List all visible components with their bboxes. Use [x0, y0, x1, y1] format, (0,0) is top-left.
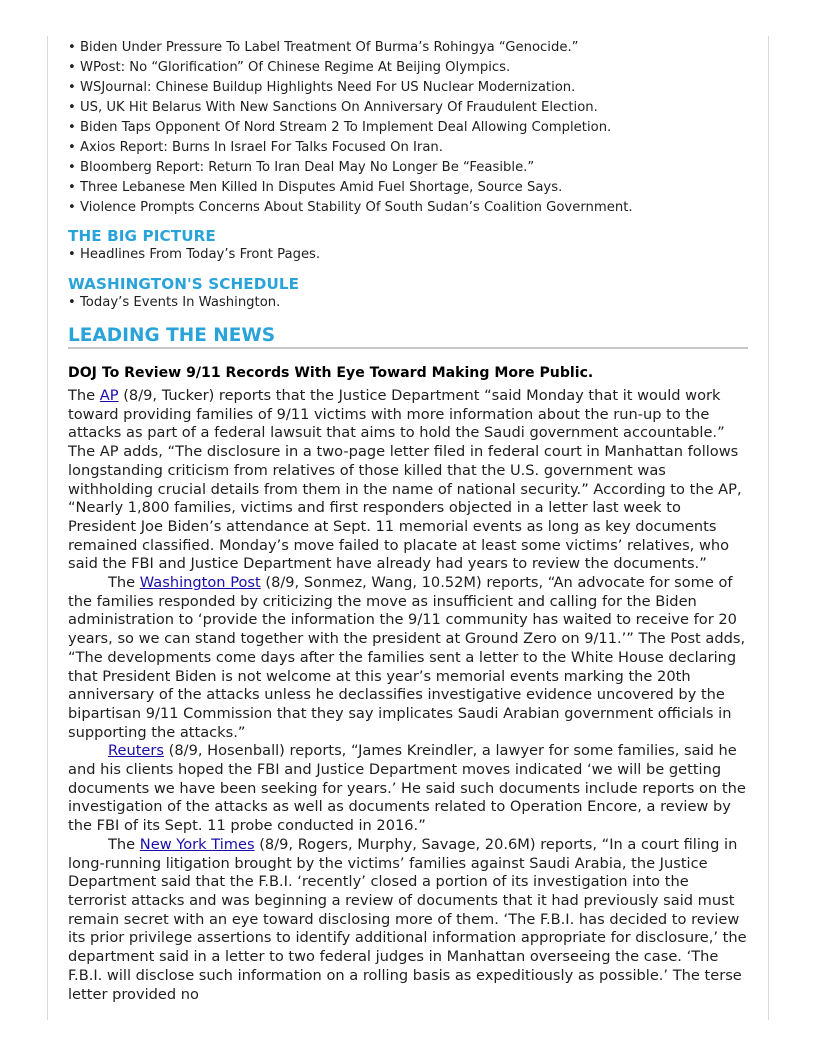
source-link-ap[interactable]: AP: [99, 387, 119, 404]
article-paragraph: [68, 836, 748, 1004]
schedule-heading: WASHINGTON'S SCHEDULE: [68, 275, 300, 293]
big-picture-item[interactable]: • Headlines From Today’s Front Pages.: [68, 245, 748, 265]
left-border: [47, 36, 48, 1020]
article-paragraph: [68, 574, 748, 742]
headline-item[interactable]: • US, UK Hit Belarus With New Sanctions On Anniversary Of Fraudulent Election.: [68, 98, 748, 118]
schedule-list: [68, 293, 748, 313]
headline-item[interactable]: • Biden Taps Opponent Of Nord Stream 2 To Implement Deal Allowing Completion.: [68, 118, 748, 138]
headline-item[interactable]: • Three Lebanese Men Killed In Disputes Amid Fuel Shortage, Source Says.: [68, 178, 748, 198]
paragraph-body: (8/9, Rogers, Murphy, Savage, 20.6M) reports, “In a court filing in long-running litigation brought by the victims’ families against Saudi Arabia, the Justice Department said that the F.B.I. ‘recently’ closed a portion of its investigation into the terrorist attacks and was beginning a review of documents that it had previously said must remain secret with an eye toward disclosing more of them. ‘The F.B.I. has decided to review its prior privilege assertions to identify additional information appropriate for disclosure,’ the department said in a letter to two federal judges in Manhattan overseeing the case. ‘The F.B.I. will disclose such information on a rolling basis as expeditiously as possible.’ The terse letter provided no: [68, 835, 747, 1003]
paragraph-lead: The: [108, 574, 140, 592]
big-picture-list: [68, 245, 748, 265]
paragraph-body: (8/9, Tucker) reports that the Justice Department “said Monday that it would work toward providing families of 9/11 victims with more information about the run-up to the attacks as part of a federal lawsuit that aims to hold the Saudi government accountable.” The AP adds, “The disclosure in a two-page letter filed in federal court in Manhattan follows longstanding criticism from relatives of those killed that the U.S. government was withholding crucial details from them in the name of national security.” According to the AP, “Nearly 1,800 families, victims and first responders objected in a letter last week to President Joe Biden’s attendance at Sept. 11 memorial events as long as key documents remained classified. Monday’s move failed to placate at least some victims’ relatives, who said the FBI and Justice Department have already had years to review the documents.”: [68, 387, 742, 573]
article-title: DOJ To Review 9/11 Records With Eye Toward Making More Public.: [68, 365, 594, 381]
article-paragraph: [68, 742, 748, 836]
headline-list: [68, 38, 748, 218]
headline-item[interactable]: • Biden Under Pressure To Label Treatment Of Burma’s Rohingya “Genocide.”: [68, 38, 748, 58]
source-link-reuters[interactable]: Reuters: [108, 742, 165, 760]
headline-item[interactable]: • Axios Report: Burns In Israel For Talks Focused On Iran.: [68, 138, 748, 158]
paragraph-lead: The: [108, 835, 140, 853]
headline-item[interactable]: • WPost: No “Glorification” Of Chinese Regime At Beijing Olympics.: [68, 58, 748, 78]
article: [68, 365, 748, 1004]
newsletter-content: [68, 38, 748, 1004]
paragraph-body: (8/9, Sonmez, Wang, 10.52M) reports, “An advocate for some of the families responded by criticizing the move as insufficient and calling for the Biden administration to ‘provide the information the 9/11 community has waited to receive for 20 years, so we can stand together with the president at Ground Zero on 9/11.’” The Post adds, “The developments come days after the families sent a letter to the White House declaring that President Biden is not welcome at this year’s memorial events marking the 20th anniversary of the attacks unless he declassifies investigative evidence uncovered by the bipartisan 9/11 Commission that they say implicates Saudi Arabian government officials in supporting the attacks.”: [68, 574, 746, 741]
right-border: [768, 36, 769, 1020]
big-picture-heading: THE BIG PICTURE: [68, 227, 216, 245]
leading-the-news-heading: LEADING THE NEWS: [68, 325, 748, 349]
schedule-item[interactable]: • Today’s Events In Washington.: [68, 293, 748, 313]
article-paragraph: [68, 387, 748, 574]
headline-item[interactable]: • Bloomberg Report: Return To Iran Deal May No Longer Be “Feasible.”: [68, 158, 748, 178]
paragraph-lead: The: [68, 387, 100, 404]
source-link-washington-post[interactable]: Washington Post: [139, 574, 261, 592]
headline-item[interactable]: • Violence Prompts Concerns About Stability Of South Sudan’s Coalition Government.: [68, 198, 748, 218]
paragraph-body: (8/9, Hosenball) reports, “James Kreindler, a lawyer for some families, said he and his clients hoped the FBI and Justice Department moves indicated ‘we will be getting documents we have been seeking for years.’ He said such documents include reports on the investigation of the attacks as well as documents related to Operation Encore, a review by the FBI of its Sept. 11 probe conducted in 2016.”: [68, 742, 746, 835]
source-link-new-york-times[interactable]: New York Times: [139, 835, 255, 853]
headline-item[interactable]: • WSJournal: Chinese Buildup Highlights Need For US Nuclear Modernization.: [68, 78, 748, 98]
